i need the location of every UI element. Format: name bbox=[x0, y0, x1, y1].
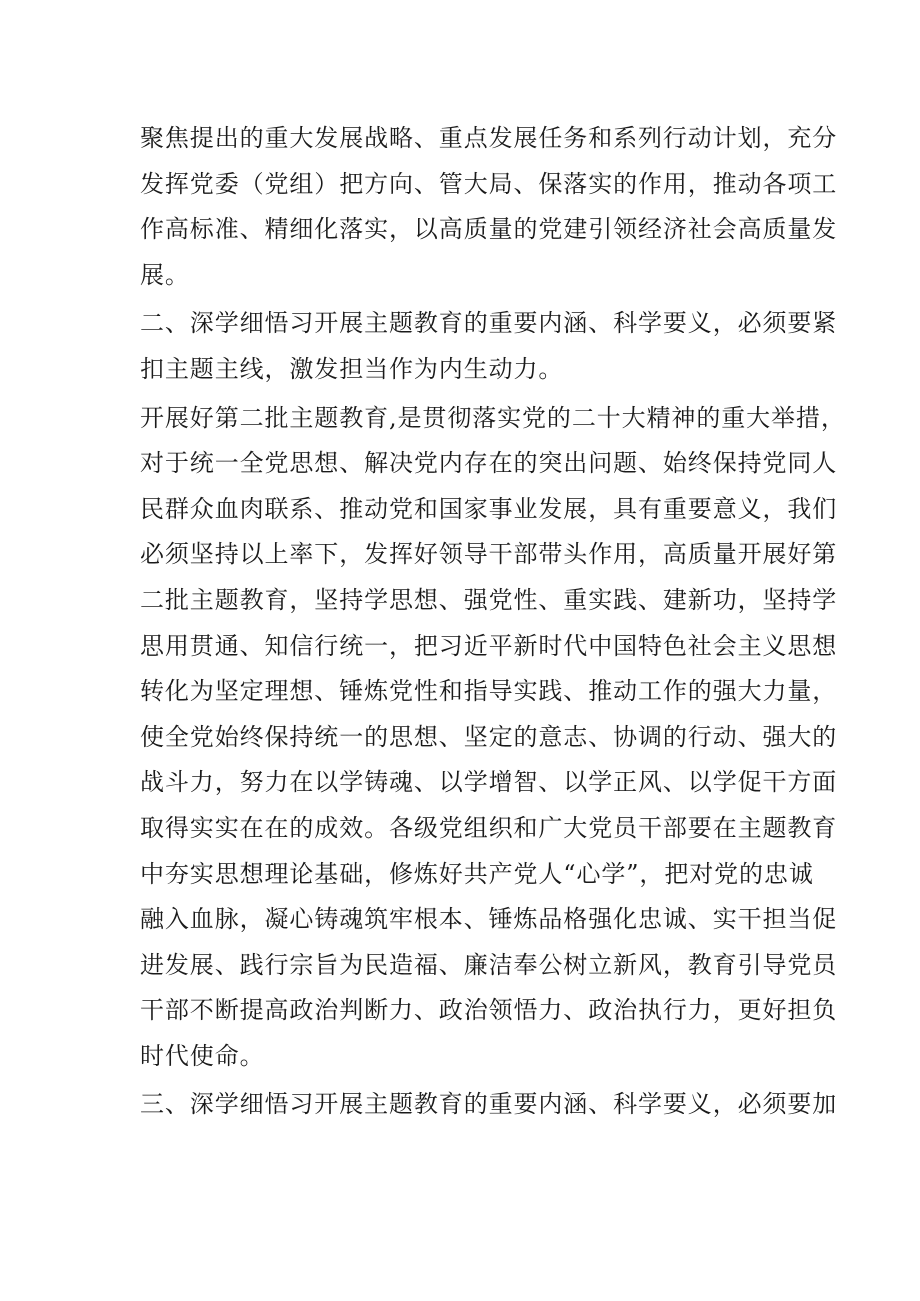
text-line: 使全党始终保持统一的思想、坚定的意志、协调的行动、强大的 bbox=[140, 722, 838, 751]
text-line: 展。 bbox=[140, 260, 190, 289]
text-line: 对于统一全党思想、解决党内存在的突出问题、始终保持党同人 bbox=[140, 449, 838, 478]
text-line: 二批主题教育，坚持学思想、强党性、重实践、建新功，坚持学 bbox=[140, 585, 838, 614]
text-line: 聚焦提出的重大发展战略、重点发展任务和系列行动计划，充分 bbox=[140, 124, 838, 152]
text-line: 转化为坚定理想、锤炼党性和指导实践、推动工作的强大力量， bbox=[140, 677, 838, 706]
text-line: 时代使命。 bbox=[140, 1041, 265, 1070]
text-line: 进发展、践行宗旨为民造福、廉洁奉公树立新风，教育引导党员 bbox=[140, 950, 838, 979]
text-line: 作高标准、精细化落实，以高质量的党建引领经济社会高质量发 bbox=[140, 215, 838, 244]
text-line: 中夯实思想理论基础，修炼好共产党人“心学”，把对党的忠诚 bbox=[140, 859, 814, 888]
heading-line: 二、深学细悟习开展主题教育的重要内涵、科学要义，必须要紧 bbox=[140, 309, 838, 338]
heading-line: 扣主题主线，激发担当作为内生动力。 bbox=[140, 354, 564, 383]
text-line: 开展好第二批主题教育,是贯彻落实党的二十大精神的重大举措， bbox=[140, 403, 846, 432]
text-line: 思用贯通、知信行统一，把习近平新时代中国特色社会主义思想 bbox=[140, 631, 838, 660]
text-line: 取得实实在在的成效。各级党组织和广大党员干部要在主题教育 bbox=[140, 813, 838, 842]
document-body bbox=[140, 116, 846, 1128]
paragraph-3 bbox=[140, 396, 846, 1080]
section-heading-2 bbox=[140, 301, 838, 392]
text-line: 必须坚持以上率下，发挥好领导干部带头作用，高质量开展好第 bbox=[140, 540, 838, 569]
text-line: 民群众血肉联系、推动党和国家事业发展，具有重要意义，我们 bbox=[140, 494, 838, 523]
text-line: 干部不断提高政治判断力、政治领悟力、政治执行力，更好担负 bbox=[140, 996, 838, 1025]
text-line: 战斗力，努力在以学铸魂、以学增智、以学正风、以学促干方面 bbox=[140, 768, 838, 797]
heading-line: 三、深学细悟习开展主题教育的重要内涵、科学要义，必须要加 bbox=[140, 1090, 838, 1119]
text-line: 融入血脉，凝心铸魂筑牢根本、锤炼品格强化忠诚、实干担当促 bbox=[140, 905, 838, 934]
paragraph-1 bbox=[140, 116, 838, 298]
text-line: 发挥党委（党组）把方向、管大局、保落实的作用，推动各项工 bbox=[140, 169, 838, 198]
section-heading-3 bbox=[140, 1082, 838, 1128]
